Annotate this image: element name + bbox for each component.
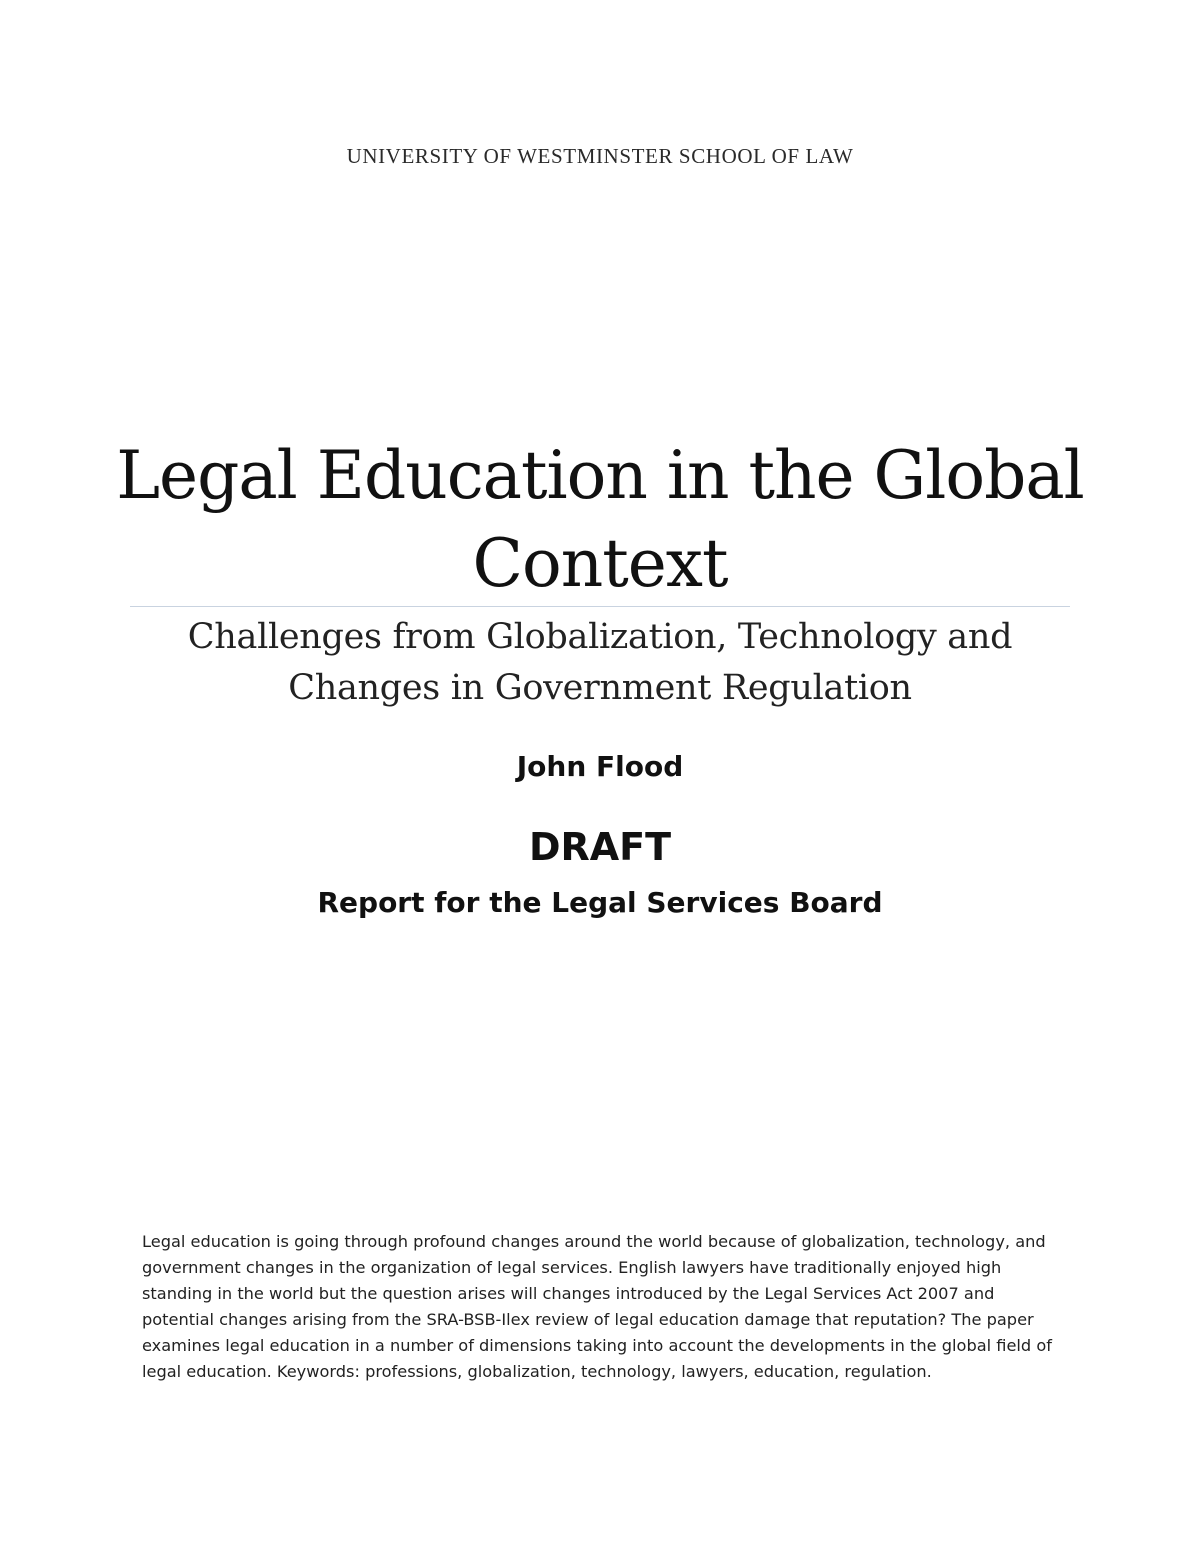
draft-label: DRAFT [528,825,672,869]
institution-name: UNIVERSITY OF WESTMINSTER SCHOOL OF LAW [346,144,854,168]
document-title: Legal Education in the Global Context [116,437,1084,602]
subtitle-line-1: Challenges from Globalization, Technology and [187,617,1013,657]
subtitle-line-2: Changes in Government Regulation [288,668,912,708]
title-divider [130,606,1070,607]
author-name: John Flood [516,750,684,783]
document-subtitle [100,612,1100,714]
abstract-paragraph: Legal education is going through profound changes around the world because of globalization, technology, and government changes in the organization of legal services. English lawyers have traditionally enjoyed high standing in the world but the question arises will changes introduced by the Legal Services Act 2007 and potential changes arising from the SRA-BSB-Ilex review of legal education damage that reputation? The paper examines legal education in a number of dimensions taking into account the developments in the global field of legal education. Keywords: professions, globalization, technology, lawyers, education, regulation. [142,1232,1052,1381]
report-for-label: Report for the Legal Services Board [317,886,883,919]
